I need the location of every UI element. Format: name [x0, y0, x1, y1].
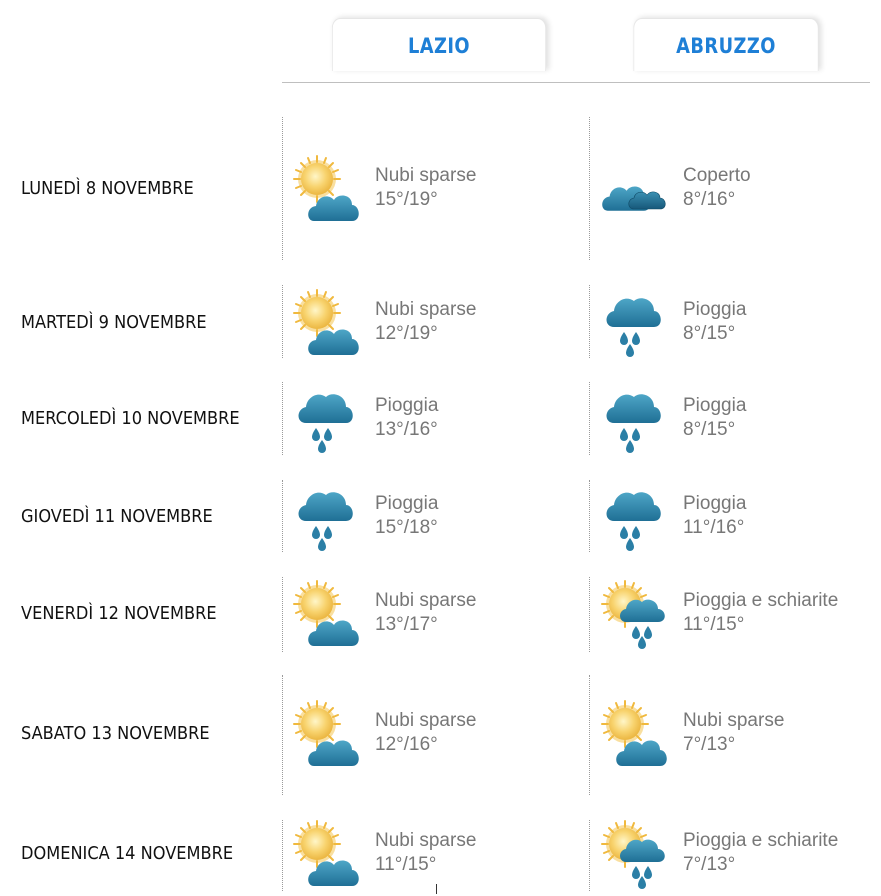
- column-divider: [282, 117, 283, 260]
- column-divider: [589, 675, 590, 795]
- weather-description: Pioggia e schiarite: [683, 590, 839, 611]
- column-divider: [282, 577, 283, 652]
- day-label: MERCOLEDÌ 10 NOVEMBRE: [21, 408, 240, 429]
- temperature-range: 15°/19°: [375, 189, 438, 210]
- rain-icon: [292, 483, 364, 559]
- column-divider: [282, 675, 283, 795]
- weather-description: Nubi sparse: [375, 590, 477, 611]
- column-divider: [589, 480, 590, 552]
- column-divider: [282, 285, 283, 358]
- overcast-icon: [600, 155, 672, 231]
- weather-description: Pioggia: [375, 493, 439, 514]
- day-label: LUNEDÌ 8 NOVEMBRE: [21, 178, 194, 199]
- column-divider: [282, 480, 283, 552]
- weather-description: Pioggia: [683, 299, 747, 320]
- rain-icon: [292, 385, 364, 461]
- weather-description: Pioggia: [375, 395, 439, 416]
- rain-icon: [600, 385, 672, 461]
- temperature-range: 13°/17°: [375, 614, 438, 635]
- sun-rain-icon: [600, 580, 672, 656]
- weather-description: Pioggia: [683, 395, 747, 416]
- temperature-range: 11°/16°: [683, 517, 745, 538]
- column-divider: [589, 577, 590, 652]
- day-label: DOMENICA 14 NOVEMBRE: [21, 843, 234, 864]
- weather-description: Nubi sparse: [375, 165, 477, 186]
- column-divider: [282, 382, 283, 455]
- weather-description: Nubi sparse: [375, 299, 477, 320]
- day-label: VENERDÌ 12 NOVEMBRE: [21, 603, 217, 624]
- sun-rain-icon: [600, 820, 672, 896]
- column-divider: [589, 820, 590, 891]
- weather-description: Nubi sparse: [375, 710, 477, 731]
- temperature-range: 7°/13°: [683, 734, 736, 755]
- column-divider: [589, 382, 590, 455]
- header-divider: [282, 82, 870, 83]
- day-label: MARTEDÌ 9 NOVEMBRE: [21, 312, 207, 333]
- day-label: GIOVEDÌ 11 NOVEMBRE: [21, 506, 213, 527]
- weather-description: Nubi sparse: [375, 830, 477, 851]
- sun-cloud-icon: [292, 289, 364, 365]
- tab-abruzzo[interactable]: ABRUZZO: [633, 18, 818, 71]
- temperature-range: 7°/13°: [683, 854, 736, 875]
- sun-cloud-icon: [292, 820, 364, 896]
- temperature-range: 12°/19°: [375, 323, 438, 344]
- temperature-range: 12°/16°: [375, 734, 438, 755]
- weather-description: Pioggia e schiarite: [683, 830, 839, 851]
- sun-cloud-icon: [292, 580, 364, 656]
- tab-lazio[interactable]: LAZIO: [332, 18, 546, 71]
- temperature-range: 11°/15°: [683, 614, 745, 635]
- weather-description: Nubi sparse: [683, 710, 785, 731]
- temperature-range: 8°/15°: [683, 419, 736, 440]
- weather-description: Pioggia: [683, 493, 747, 514]
- column-divider: [589, 117, 590, 260]
- weather-description: Coperto: [683, 165, 751, 186]
- sun-cloud-icon: [292, 155, 364, 231]
- temperature-range: 11°/15°: [375, 854, 437, 875]
- temperature-range: 13°/16°: [375, 419, 438, 440]
- sun-cloud-icon: [600, 700, 672, 776]
- day-label: SABATO 13 NOVEMBRE: [21, 723, 210, 744]
- sun-cloud-icon: [292, 700, 364, 776]
- bottom-tick: [436, 884, 437, 894]
- rain-icon: [600, 289, 672, 365]
- temperature-range: 8°/16°: [683, 189, 736, 210]
- column-divider: [589, 285, 590, 358]
- rain-icon: [600, 483, 672, 559]
- column-divider: [282, 820, 283, 891]
- temperature-range: 15°/18°: [375, 517, 438, 538]
- temperature-range: 8°/15°: [683, 323, 736, 344]
